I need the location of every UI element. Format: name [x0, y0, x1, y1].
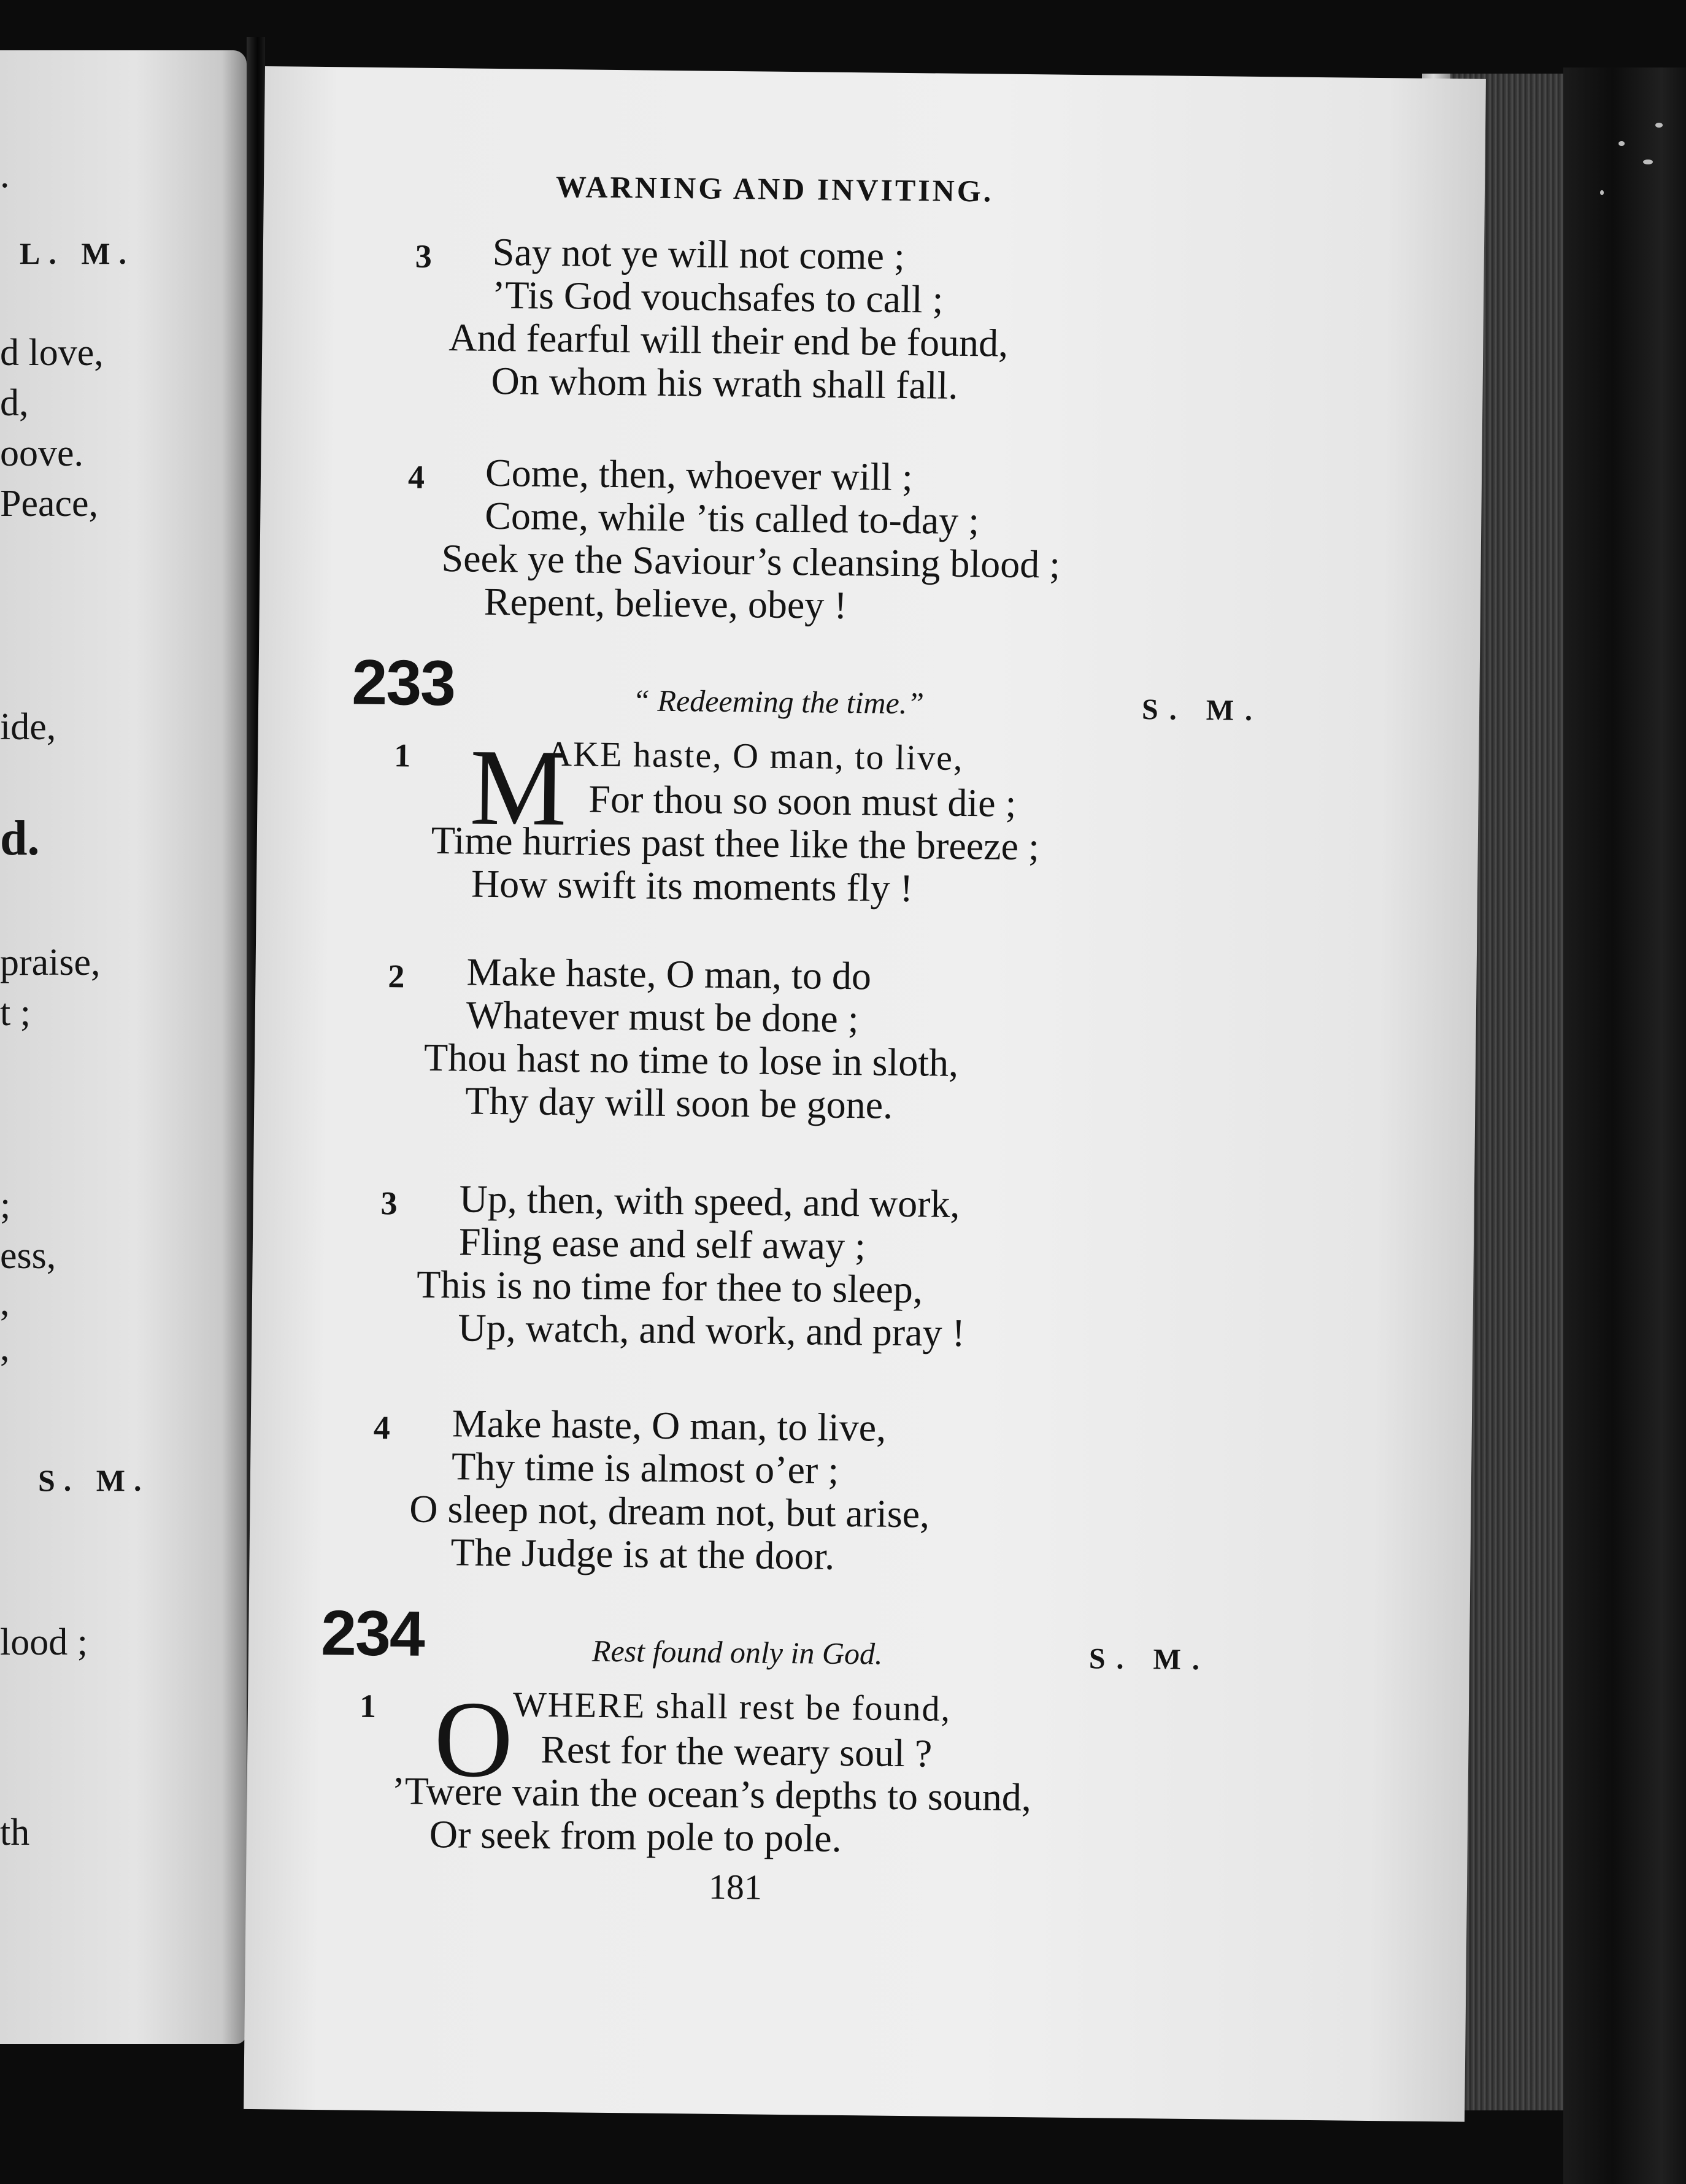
page-number: 181 [708, 1866, 763, 1907]
verse-line: How swift its moments fly ! [471, 861, 914, 910]
verse-number: 4 [407, 458, 425, 496]
verse-line: Whatever must be done ; [466, 993, 859, 1041]
hymn-subtitle: Rest found only in God. [591, 1633, 883, 1671]
left-text-line: ess, [0, 1235, 56, 1277]
hymn-number: 233 [351, 647, 455, 720]
verse-line: Make haste, O man, to live, [452, 1401, 887, 1450]
verse-line: O sleep not, dream not, but arise, [409, 1486, 930, 1536]
left-text-line: th [0, 1812, 30, 1853]
verse-number: 1 [393, 737, 411, 774]
verse-number: 1 [359, 1687, 377, 1725]
verse-line: The Judge is at the door. [450, 1530, 835, 1578]
verse-line: Make haste, O man, to do [466, 950, 872, 998]
verse-number: 4 [373, 1409, 391, 1447]
verse-line: Repent, believe, obey ! [483, 579, 848, 627]
left-text-line: d. [0, 812, 40, 866]
verse-line: Rest for the weary soul ? [540, 1727, 933, 1775]
verse-line: For thou so soon must die ; [588, 777, 1017, 825]
left-text-line: ; [0, 1185, 11, 1226]
left-text-line: praise, [0, 942, 101, 983]
verse-line: Time hurries past thee like the breeze ; [431, 818, 1040, 869]
left-meter: S. M. [38, 1463, 150, 1498]
left-text-line: ide, [0, 706, 56, 748]
verse-line: And fearful will their end be found, [448, 315, 1009, 365]
left-meter: L. M. [20, 236, 136, 271]
verse-line: ’Twere vain the ocean’s depths to sound, [391, 1769, 1032, 1820]
verse-number: 3 [415, 237, 433, 275]
hymn-subtitle: “ Redeeming the time.” [632, 683, 925, 721]
left-page [0, 50, 247, 2044]
left-text-line: Peace, [0, 483, 99, 525]
left-text-line: lood ; [0, 1621, 88, 1663]
verse-line: Come, then, whoever will ; [485, 450, 914, 499]
verse-line: Come, while ’tis called to-day ; [484, 493, 980, 543]
verse-line: Or seek from pole to pole. [429, 1812, 842, 1860]
verse-line: Seek ye the Saviour’s cleansing blood ; [441, 536, 1061, 586]
left-text-line: . [0, 154, 10, 196]
verse-number: 2 [388, 958, 405, 995]
verse-line: Thy day will soon be gone. [464, 1079, 893, 1127]
verse-line: On whom his wrath shall fall. [491, 358, 958, 407]
verse-line: Up, watch, and work, and pray ! [458, 1305, 966, 1355]
left-text-line: d love, [0, 332, 104, 374]
verse-number: 3 [380, 1185, 398, 1222]
drop-cap: M [469, 726, 568, 849]
page-header: WARNING AND INVITING. [555, 169, 994, 209]
verse-line: Thy time is almost o’er ; [451, 1444, 839, 1492]
hymn-meter: S. M. [1088, 1642, 1211, 1677]
hymn-meter: S. M. [1141, 693, 1264, 728]
right-page [244, 66, 1486, 2122]
verse-line: Up, then, with speed, and work, [459, 1177, 960, 1226]
left-text-line: oove. [0, 433, 84, 474]
hymn-number: 234 [320, 1598, 425, 1670]
drop-cap: O [433, 1678, 514, 1801]
left-text-line: , [0, 1327, 10, 1369]
left-text-line: , [0, 1282, 10, 1323]
verse-line: ’Tis God vouchsafes to call ; [491, 272, 944, 321]
verse-line: This is no time for thee to sleep, [416, 1262, 923, 1312]
verse-line: WHERE shall rest be found, [512, 1684, 952, 1729]
verse-line: Fling ease and self away ; [458, 1220, 866, 1268]
verse-line: Thou hast no time to lose in sloth, [423, 1035, 959, 1085]
left-text-line: t ; [0, 992, 31, 1034]
left-text-line: d, [0, 382, 29, 424]
verse-line: Say not ye will not come ; [492, 229, 906, 278]
book-cover-edge [1563, 67, 1686, 2184]
verse-line: AKE haste, O man, to live, [545, 733, 964, 778]
